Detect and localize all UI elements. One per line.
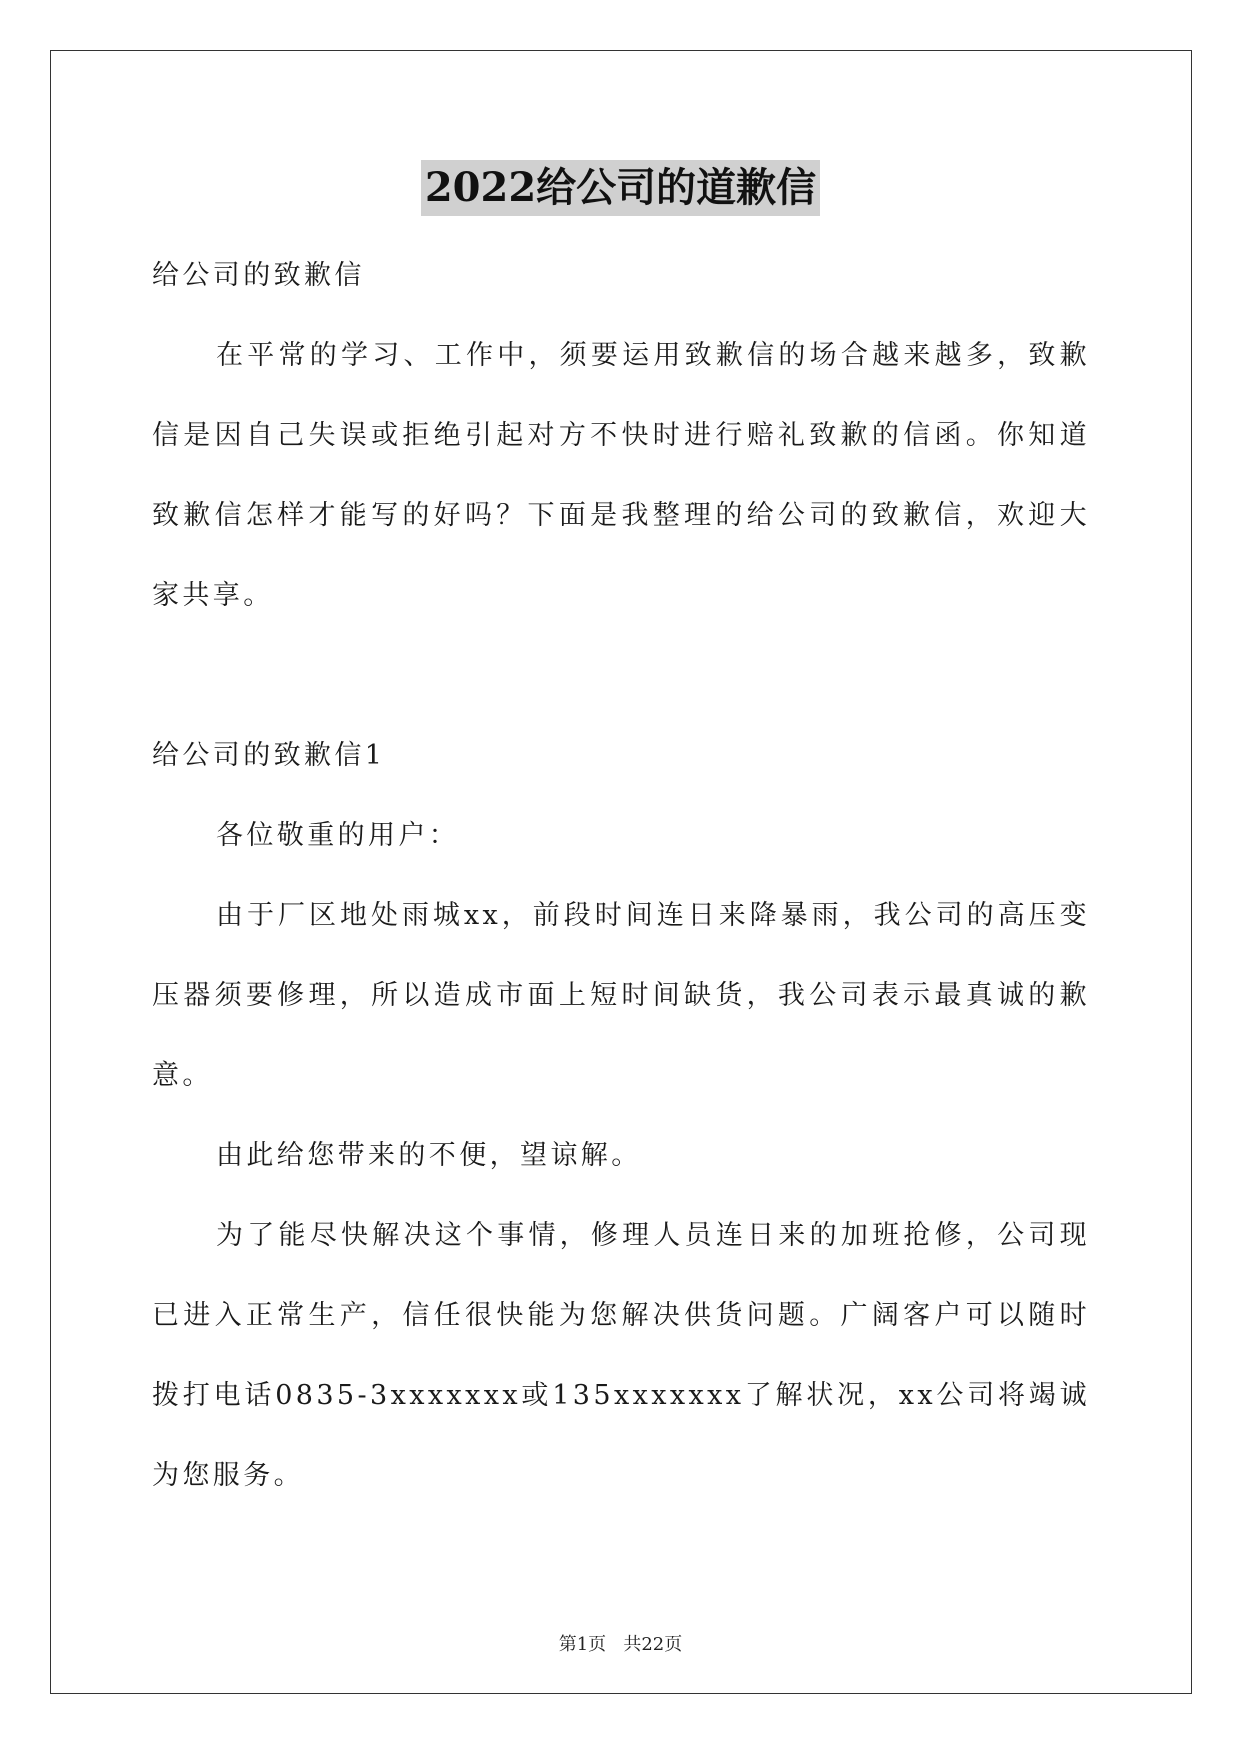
document-title: 2022给公司的道歉信 bbox=[421, 160, 820, 216]
page-footer bbox=[0, 1630, 1241, 1656]
body-paragraph-2: 由此给您带来的不便，望谅解。 bbox=[216, 1140, 642, 1171]
subtitle: 给公司的致歉信 bbox=[152, 260, 365, 291]
document-body bbox=[152, 236, 1090, 1516]
title-container bbox=[0, 160, 1241, 216]
body-paragraph-1: 由于厂区地处雨城xx，前段时间连日来降暴雨，我公司的高压变压器须要修理，所以造成市面上短时间缺货，我公司表示最真诚的歉意。 bbox=[152, 900, 1090, 1091]
section-gap bbox=[152, 636, 1090, 716]
page-number: 第1页 共22页 bbox=[558, 1634, 683, 1655]
section-heading: 给公司的致歉信1 bbox=[152, 740, 386, 771]
salutation: 各位敬重的用户： bbox=[216, 820, 460, 851]
intro-paragraph: 在平常的学习、工作中，须要运用致歉信的场合越来越多，致歉信是因自己失误或拒绝引起对方不快时进行赔礼致歉的信函。你知道致歉信怎样才能写的好吗？下面是我整理的给公司的致歉信，欢迎大家共享。 bbox=[152, 340, 1090, 611]
body-paragraph-3: 为了能尽快解决这个事情，修理人员连日来的加班抢修，公司现已进入正常生产，信任很快能为您解决供货问题。广阔客户可以随时拨打电话0835-3xxxxxxx或135xxxxxxx了解状况，xx公司将竭诚为您服务。 bbox=[152, 1220, 1090, 1491]
